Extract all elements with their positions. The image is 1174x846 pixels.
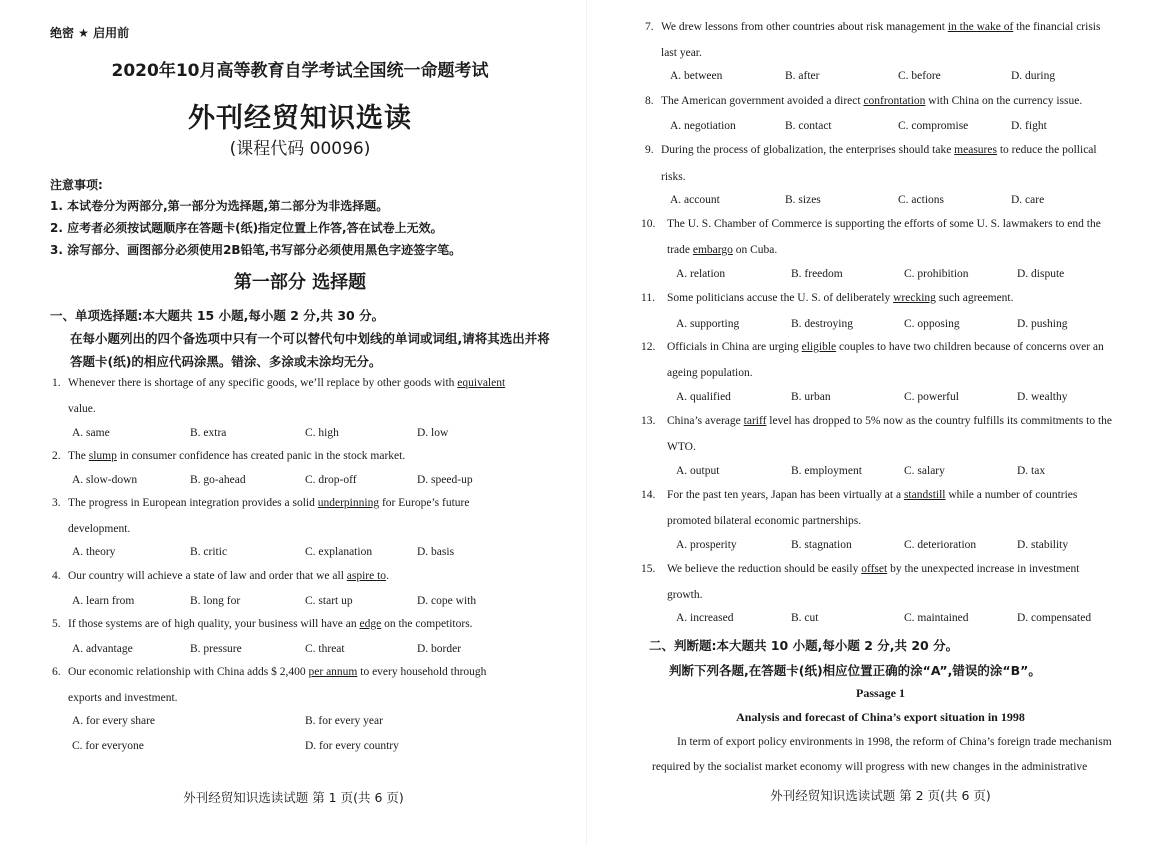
underlined-term: in the wake of	[947, 21, 1014, 33]
question-number: 9.	[645, 144, 654, 156]
section-one-instructions-2: 答题卡(纸)的相应代码涂黑。错涂、多涂或未涂均无分。	[70, 354, 382, 369]
answer-option: B. extra	[190, 427, 227, 439]
question-stem: If those systems are of high quality, your business will have an edge on the competitors.	[68, 618, 473, 630]
underlined-term: confrontation	[863, 95, 926, 107]
question-number: 13.	[641, 415, 656, 427]
question-stem-continued: last year.	[661, 47, 702, 59]
underlined-term: eligible	[801, 341, 837, 353]
underlined-term: per annum	[308, 666, 358, 678]
page-footer: 外刊经贸知识选读试题 第 1 页(共 6 页)	[183, 790, 404, 805]
answer-option: D. basis	[417, 546, 455, 558]
answer-option: D. compensated	[1017, 612, 1092, 624]
question-stem: We drew lessons from other countries about risk management in the wake of the financial crisis	[661, 21, 1101, 33]
underlined-term: tariff	[743, 415, 767, 427]
answer-option: D. low	[417, 427, 449, 439]
question-number: 15.	[641, 563, 656, 575]
question-number: 14.	[641, 489, 656, 501]
answer-option: B. pressure	[190, 643, 242, 655]
underlined-term: underpinning	[317, 497, 380, 509]
answer-option: C. threat	[305, 643, 345, 655]
answer-option: A. same	[72, 427, 110, 439]
notice-item-2: 2. 应考者必须按试题顺序在答题卡(纸)指定位置上作答,答在试卷上无效。	[50, 221, 443, 235]
answer-option: D. dispute	[1017, 268, 1065, 280]
question-stem-continued: development.	[68, 523, 131, 535]
answer-option: D. speed-up	[417, 474, 473, 486]
answer-option: B. sizes	[785, 194, 821, 206]
question-stem: For the past ten years, Japan has been virtually at a standstill while a number of countries	[667, 489, 1078, 501]
question-stem: During the process of globalization, the enterprises should take measures to reduce the pollical	[661, 144, 1097, 156]
answer-option: A. qualified	[676, 391, 731, 403]
question-stem: Officials in China are urging eligible couples to have two children because of concerns over an	[667, 341, 1104, 353]
answer-option: C. maintained	[904, 612, 969, 624]
question-stem: Our country will achieve a state of law and order that we all aspire to.	[68, 570, 389, 582]
passage-label: Passage 1	[856, 686, 905, 700]
underlined-term: equivalent	[457, 377, 506, 389]
question-stem-continued: promoted bilateral economic partnerships.	[667, 515, 862, 527]
answer-option: B. freedom	[791, 268, 843, 280]
question-stem: Our economic relationship with China adds $ 2,400 per annum to every household through	[68, 666, 487, 678]
question-number: 2.	[52, 450, 61, 462]
answer-option: A. for every share	[72, 715, 156, 727]
answer-option: A. prosperity	[676, 539, 737, 551]
answer-option: D. during	[1011, 70, 1056, 82]
underlined-term: edge	[359, 618, 382, 630]
question-stem: The U. S. Chamber of Commerce is supporting the efforts of some U. S. lawmakers to end the	[667, 218, 1101, 230]
notice-title: 注意事项:	[50, 178, 103, 192]
answer-option: C. deterioration	[904, 539, 977, 551]
answer-option: C. prohibition	[904, 268, 969, 280]
answer-option: C. explanation	[305, 546, 373, 558]
section-two-instructions: 判断下列各题,在答题卡(纸)相应位置正确的涂“A”,错误的涂“B”。	[669, 663, 1041, 678]
answer-option: C. powerful	[904, 391, 959, 403]
question-number: 1.	[52, 377, 61, 389]
question-stem-continued: trade embargo on Cuba.	[667, 244, 778, 256]
underlined-term: offset	[861, 563, 888, 575]
answer-option: A. increased	[676, 612, 734, 624]
answer-option: A. negotiation	[670, 120, 736, 132]
answer-option: B. after	[785, 70, 820, 82]
answer-option: A. relation	[676, 268, 726, 280]
answer-option: B. employment	[791, 465, 862, 477]
answer-option: A. supporting	[676, 318, 740, 330]
passage-line-1: In term of export policy environments in 1998, the reform of China’s foreign trade mechanism	[677, 736, 1112, 748]
question-number: 10.	[641, 218, 656, 230]
underlined-term: embargo	[692, 244, 733, 256]
answer-option: B. for every year	[305, 715, 383, 727]
answer-option: D. fight	[1011, 120, 1047, 132]
question-stem-continued: risks.	[661, 171, 686, 183]
answer-option: B. critic	[190, 546, 228, 558]
answer-option: C. start up	[305, 595, 353, 607]
underlined-term: aspire to	[346, 570, 387, 582]
answer-option: C. for everyone	[72, 740, 144, 752]
answer-option: A. theory	[72, 546, 116, 558]
question-number: 12.	[641, 341, 656, 353]
answer-option: B. cut	[791, 612, 819, 624]
underlined-term: wrecking	[893, 292, 936, 304]
course-code: (课程代码 00096)	[229, 139, 371, 159]
question-stem: The slump in consumer confidence has created panic in the stock market.	[68, 450, 406, 462]
answer-option: B. contact	[785, 120, 832, 132]
answer-option: D. stability	[1017, 539, 1069, 551]
answer-option: A. account	[670, 194, 720, 206]
answer-option: C. salary	[904, 465, 945, 477]
answer-option: D. for every country	[305, 740, 399, 752]
question-number: 11.	[641, 292, 655, 304]
section-two-title: 二、判断题:本大题共 10 小题,每小题 2 分,共 20 分。	[649, 638, 959, 653]
question-stem: The progress in European integration provides a solid underpinning for Europe’s future	[68, 497, 470, 509]
answer-option: B. long for	[190, 595, 241, 607]
underlined-term: measures	[954, 144, 997, 156]
part-one-title: 第一部分 选择题	[233, 272, 367, 293]
answer-option: C. compromise	[898, 120, 969, 132]
notice-item-1: 1. 本试卷分为两部分,第一部分为选择题,第二部分为非选择题。	[50, 199, 389, 213]
course-name: 外刊经贸知识选读	[188, 103, 412, 134]
answer-option: A. slow-down	[72, 474, 138, 486]
passage-title: Analysis and forecast of China’s export situation in 1998	[736, 710, 1025, 724]
answer-option: A. between	[670, 70, 723, 82]
answer-option: A. output	[676, 465, 720, 477]
answer-option: D. care	[1011, 194, 1045, 206]
question-stem-continued: exports and investment.	[68, 692, 178, 704]
underlined-term: slump	[88, 450, 117, 462]
question-number: 5.	[52, 618, 61, 630]
answer-option: C. actions	[898, 194, 944, 206]
page-footer: 外刊经贸知识选读试题 第 2 页(共 6 页)	[770, 788, 991, 803]
exam-title: 2020年10月高等教育自学考试全国统一命题考试	[111, 61, 489, 81]
answer-option: B. go-ahead	[190, 474, 246, 486]
answer-option: C. drop-off	[305, 474, 357, 486]
section-one-instructions-1: 在每小题列出的四个备选项中只有一个可以替代句中划线的单词或词组,请将其选出并将	[70, 331, 550, 346]
notice-item-3: 3. 涂写部分、画图部分必须使用2B铅笔,书写部分必须使用黑色字迹签字笔。	[50, 243, 462, 257]
question-stem: We believe the reduction should be easily offset by the unexpected increase in investment	[667, 563, 1080, 575]
answer-option: B. destroying	[791, 318, 853, 330]
answer-option: C. high	[305, 427, 339, 439]
question-stem: Whenever there is shortage of any specific goods, we’ll replace by other goods with equivalent	[68, 377, 506, 389]
answer-option: C. before	[898, 70, 941, 82]
section-one-title: 一、单项选择题:本大题共 15 小题,每小题 2 分,共 30 分。	[50, 308, 385, 323]
answer-option: D. tax	[1017, 465, 1046, 477]
answer-option: A. advantage	[72, 643, 133, 655]
question-number: 3.	[52, 497, 61, 509]
underlined-term: standstill	[903, 489, 946, 501]
answer-option: B. urban	[791, 391, 831, 403]
question-stem: China’s average tariff level has dropped to 5% now as the country fulfills its commitments to the	[667, 415, 1113, 427]
question-stem-continued: growth.	[667, 589, 703, 601]
answer-option: D. border	[417, 643, 462, 655]
answer-option: A. learn from	[72, 595, 135, 607]
question-number: 7.	[645, 21, 654, 33]
question-stem: Some politicians accuse the U. S. of deliberately wrecking such agreement.	[667, 292, 1014, 304]
question-stem-continued: ageing population.	[667, 367, 753, 379]
answer-option: C. opposing	[904, 318, 960, 330]
question-number: 4.	[52, 570, 61, 582]
answer-option: D. wealthy	[1017, 391, 1068, 403]
passage-line-2: required by the socialist market economy will progress with new changes in the administrative	[652, 761, 1088, 773]
question-number: 8.	[645, 95, 654, 107]
answer-option: D. cope with	[417, 595, 477, 607]
answer-option: D. pushing	[1017, 318, 1068, 330]
question-number: 6.	[52, 666, 61, 678]
answer-option: B. stagnation	[791, 539, 852, 551]
question-stem-continued: value.	[68, 403, 96, 415]
question-stem-continued: WTO.	[667, 441, 696, 453]
confidential-label: 绝密 ★ 启用前	[50, 26, 130, 40]
question-stem: The American government avoided a direct confrontation with China on the currency issue.	[661, 95, 1083, 107]
